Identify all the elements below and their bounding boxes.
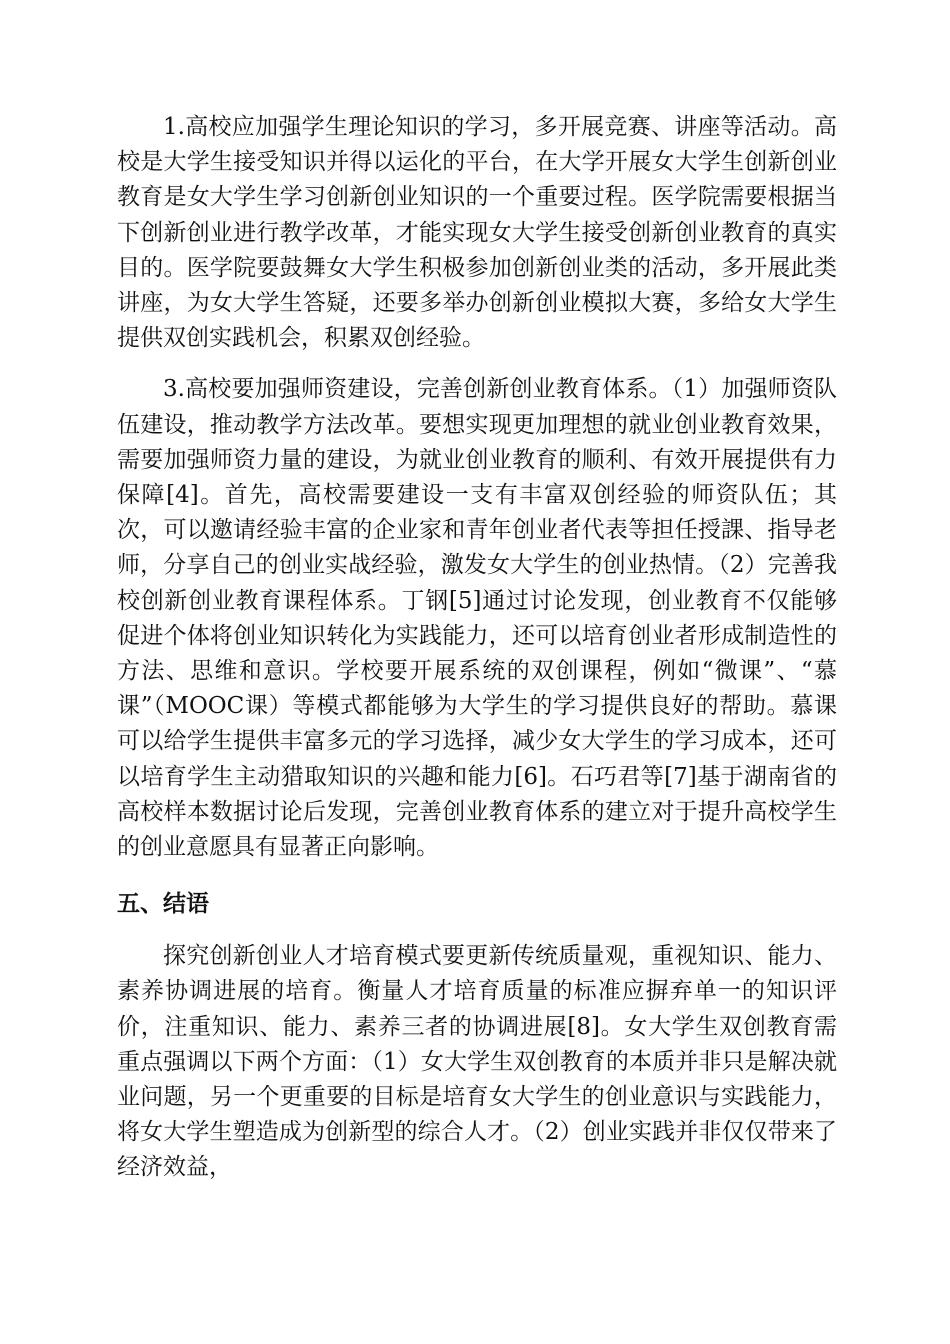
paragraph-theory-knowledge: 1.高校应加强学生理论知识的学习，多开展竞赛、讲座等活动。高校是大学生接受知识并得以运化的平台，在大学开展女大学生创新创业教育是女大学生学习创新创业知识的一个重要过程。医学院需要根据当下创新创业进行教学改革，才能实现女大学生接受创新创业教育的真实目的。医学院要鼓舞女大学生积极参加创新创业类的活动，多开展此类讲座，为女大学生答疑，还要多举办创新创业模拟大赛，多给女大学生提供双创实践机会，积累双创经验。: [117, 114, 837, 352]
section-heading-conclusion: 五、结语: [117, 891, 209, 918]
paragraph-faculty-building: 3.高校要加强师资建设，完善创新创业教育体系。（1）加强师资队伍建设，推动教学方法改革。要想实现更加理想的就业创业教育效果，需要加强师资力量的建设，为就业创业教育的顺利、有效开展提供有力保障[4]。首先，高校需要建设一支有丰富双创经验的师资队伍；其次，可以邀请经验丰富的企业家和青年创业者代表等担任授課、指导老师，分享自己的创业实战经验，激发女大学生的创业热情。（2）完善我校创新创业教育课程体系。丁钢[5]通过讨论发现，创业教育不仅能够促进个体将创业知识转化为实践能力，还可以培育创业者形成制造性的方法、思维和意识。学校要开展系统的双创课程，例如“微课”、“慕课”（MOOC课）等模式都能够为大学生的学习提供良好的帮助。慕课可以给学生提供丰富多元的学习选择，减少女大学生的学习成本，还可以培育学生主动猎取知识的兴趣和能力[6]。石巧君等[7]基于湖南省的高校样本数据讨论后发现，完善创业教育体系的建立对于提升高校学生的创业意愿具有显著正向影响。: [117, 376, 837, 861]
paragraph-conclusion: 探究创新创业人才培育模式要更新传统质量观，重视知识、能力、素养协调进展的培育。衡量人才培育质量的标准应摒弃单一的知识评价，注重知识、能力、素养三者的协调进展[8]。女大学生双创教育需重点强调以下两个方面：（1）女大学生双创教育的本质并非只是解决就业问题，另一个更重要的目标是培育女大学生的创业意识与实践能力，将女大学生塑造成为创新型的综合人才。（2）创业实践并非仅仅带来了经济效益，: [117, 943, 837, 1181]
document-page: [117, 110, 837, 1202]
